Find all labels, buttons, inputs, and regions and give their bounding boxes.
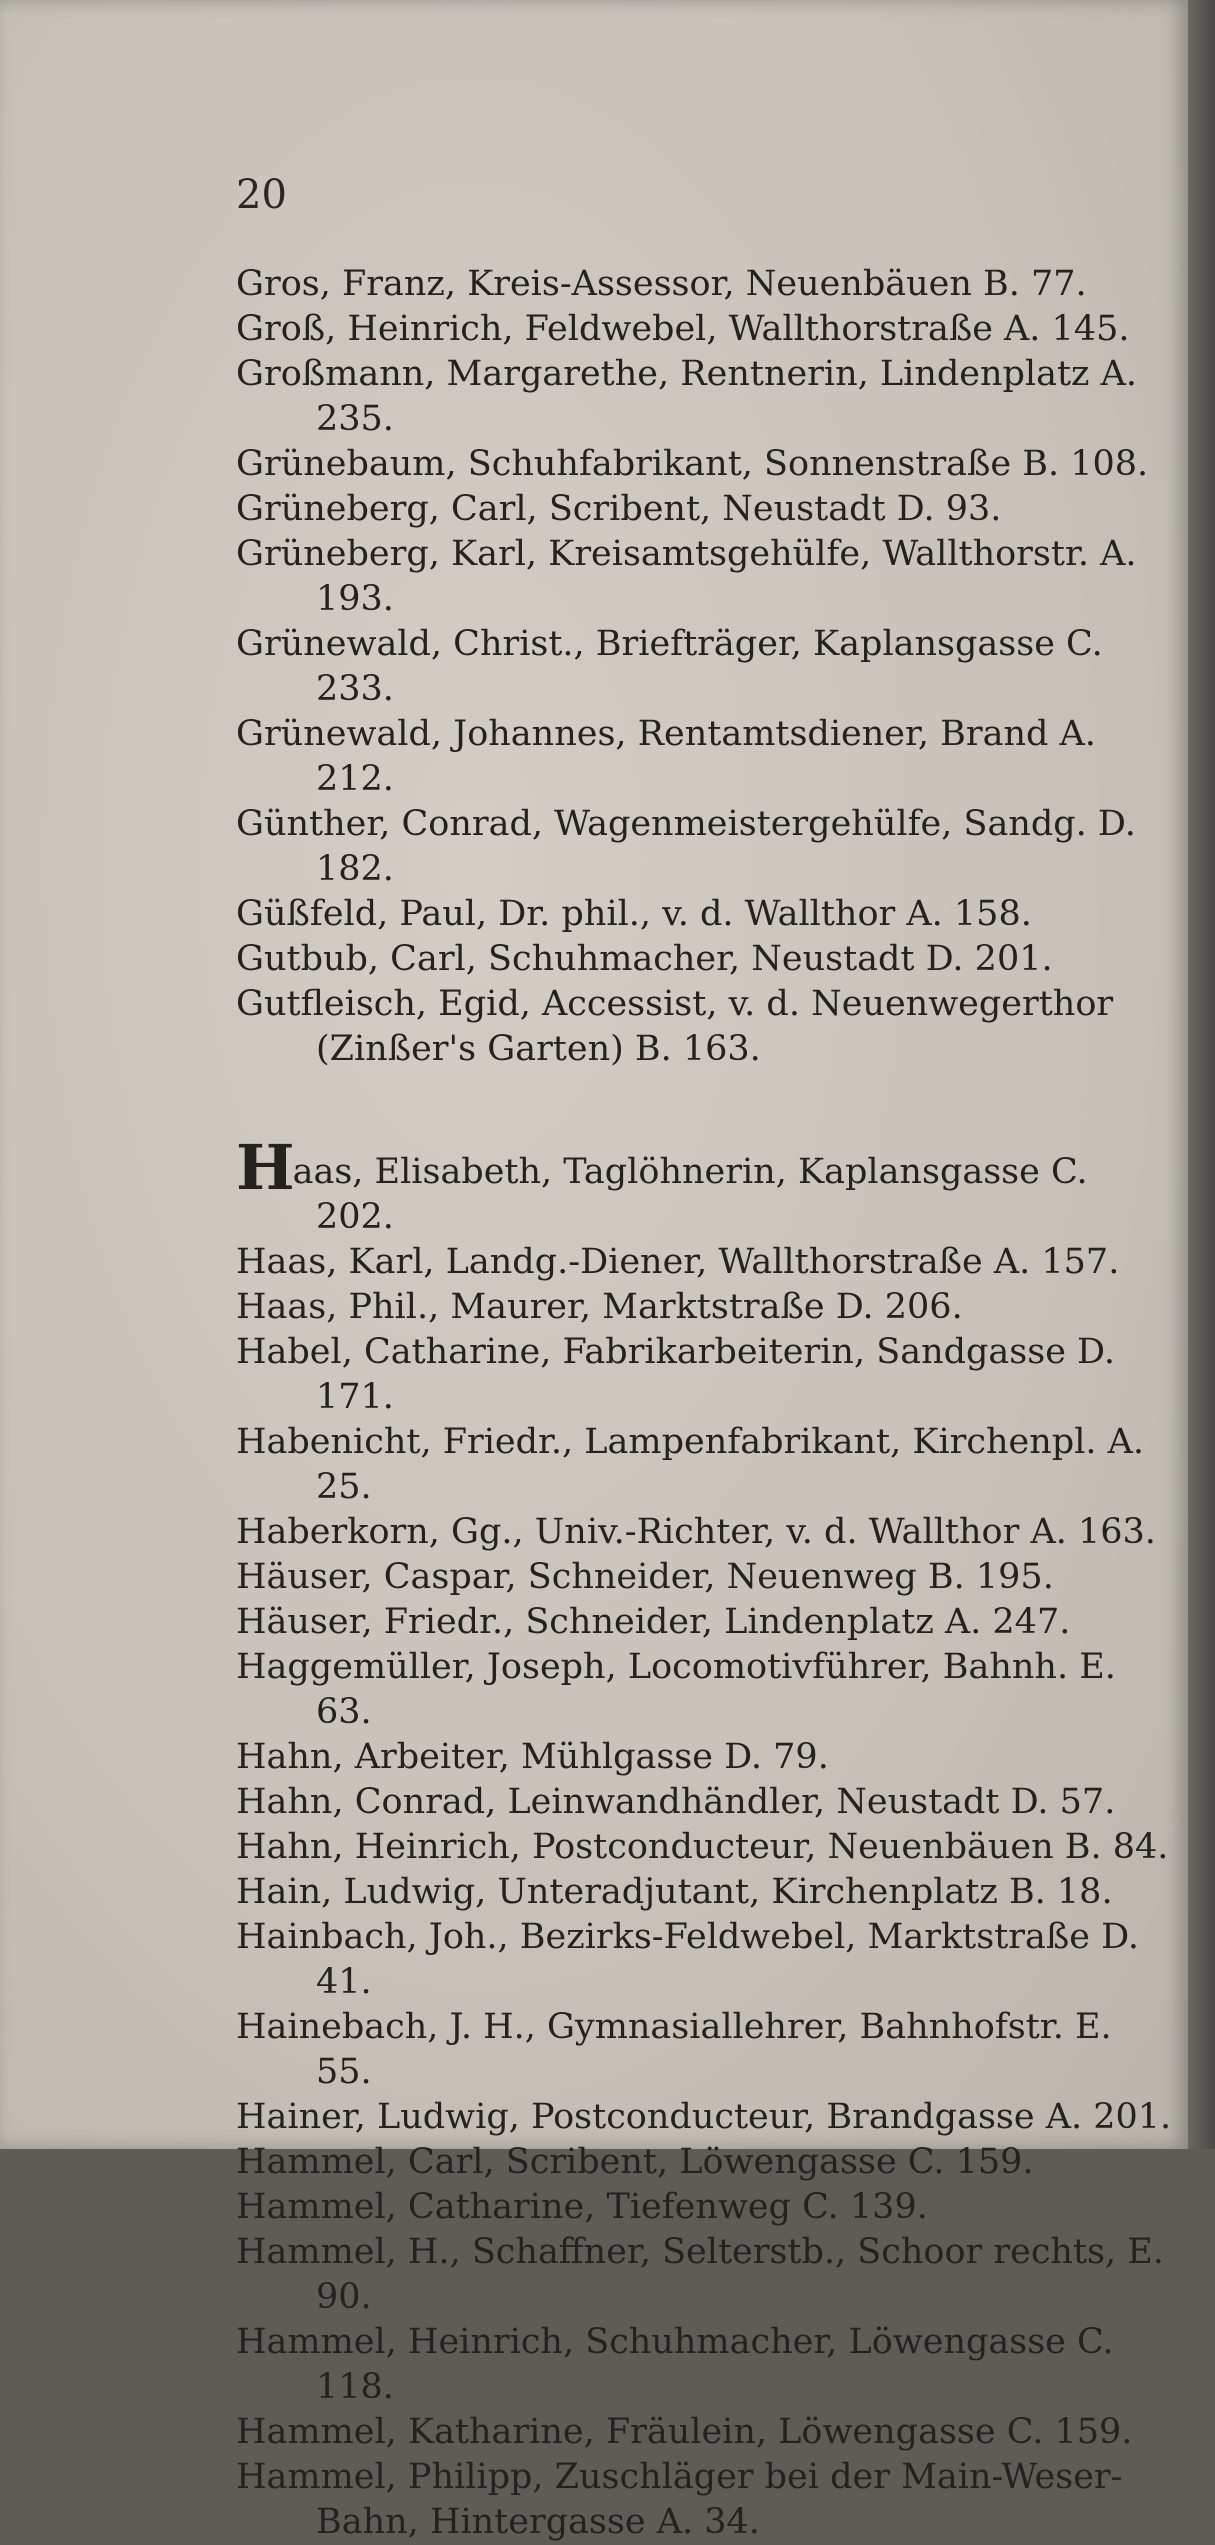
directory-entry: Günther, Conrad, Wagenmeistergehülfe, Sandg. D. 182. — [236, 804, 1136, 889]
directory-entry: Häuser, Caspar, Schneider, Neuenweg B. 195. — [236, 1557, 1054, 1597]
directory-entry: Haberkorn, Gg., Univ.-Richter, v. d. Wallthor A. 163. — [236, 1512, 1156, 1552]
directory-entry: Hainebach, J. H., Gymnasiallehrer, Bahnhofstr. E. 55. — [236, 2007, 1112, 2092]
section-h — [236, 1131, 1176, 2545]
directory-entry: Groß, Heinrich, Feldwebel, Wallthorstraße A. 145. — [236, 309, 1130, 349]
directory-entry: Grünebaum, Schuhfabrikant, Sonnenstraße B. 108. — [236, 444, 1149, 484]
directory-entry: Hahn, Arbeiter, Mühlgasse D. 79. — [236, 1737, 829, 1777]
directory-entry: Habenicht, Friedr., Lampenfabrikant, Kirchenpl. A. 25. — [236, 1422, 1145, 1507]
directory-entry: Hammel, Heinrich, Schuhmacher, Löwengasse C. 118. — [236, 2322, 1114, 2407]
book-edge — [1188, 0, 1215, 2149]
directory-entry: Gutfleisch, Egid, Accessist, v. d. Neuenwegerthor (Zinßer's Garten) B. 163. — [236, 984, 1114, 1069]
directory-entry: Gutbub, Carl, Schuhmacher, Neustadt D. 201. — [236, 939, 1053, 979]
section-g — [236, 262, 1176, 1072]
directory-entry: Güßfeld, Paul, Dr. phil., v. d. Wallthor A. 158. — [236, 894, 1032, 934]
directory-entry: Gros, Franz, Kreis-Assessor, Neuenbäuen B. 77. — [236, 264, 1087, 304]
directory-entry: Grünewald, Johannes, Rentamtsdiener, Brand A. 212. — [236, 714, 1096, 799]
directory-entry-first — [236, 1131, 1176, 1240]
directory-entry: Grüneberg, Karl, Kreisamtsgehülfe, Wallthorstr. A. 193. — [236, 534, 1137, 619]
directory-entry: Grüneberg, Carl, Scribent, Neustadt D. 93. — [236, 489, 1002, 529]
directory-entries — [236, 262, 1176, 2545]
directory-entry: Hainer, Ludwig, Postconducteur, Brandgasse A. 201. — [236, 2097, 1172, 2137]
directory-entry: Hammel, Carl, Scribent, Löwengasse C. 159. — [236, 2142, 1034, 2182]
directory-entry: Großmann, Margarethe, Rentnerin, Lindenplatz A. 235. — [236, 354, 1138, 439]
directory-entry: Haas, Karl, Landg.-Diener, Wallthorstraße A. 157. — [236, 1242, 1120, 1282]
drop-initial: H — [236, 1131, 293, 1204]
directory-entry: Häuser, Friedr., Schneider, Lindenplatz A. 247. — [236, 1602, 1071, 1642]
directory-entry: Haggemüller, Joseph, Locomotivführer, Bahnh. E. 63. — [236, 1647, 1116, 1732]
directory-entry: Hammel, Philipp, Zuschläger bei der Main-Weser-Bahn, Hintergasse A. 34. — [236, 2457, 1123, 2542]
directory-entry: Habel, Catharine, Fabrikarbeiterin, Sandgasse D. 171. — [236, 1332, 1115, 1417]
directory-entry: Hammel, H., Schaffner, Selterstb., Schoor rechts, E. 90. — [236, 2232, 1164, 2317]
directory-entry: Hainbach, Joh., Bezirks-Feldwebel, Marktstraße D. 41. — [236, 1917, 1140, 2002]
directory-entry: Grünewald, Christ., Briefträger, Kaplansgasse C. 233. — [236, 624, 1103, 709]
page-number: 20 — [236, 172, 287, 218]
directory-entry: Haas, Phil., Maurer, Marktstraße D. 206. — [236, 1287, 963, 1327]
directory-entry: Hahn, Heinrich, Postconducteur, Neuenbäuen B. 84. — [236, 1827, 1169, 1867]
entry-text: aas, Elisabeth, Taglöhnerin, Kaplansgasse C. 202. — [292, 1152, 1088, 1237]
directory-entry: Hammel, Katharine, Fräulein, Löwengasse C. 159. — [236, 2412, 1133, 2452]
directory-entry: Hain, Ludwig, Unteradjutant, Kirchenplatz B. 18. — [236, 1872, 1113, 1912]
directory-entry: Hammel, Catharine, Tiefenweg C. 139. — [236, 2187, 928, 2227]
directory-entry: Hahn, Conrad, Leinwandhändler, Neustadt D. 57. — [236, 1782, 1116, 1822]
